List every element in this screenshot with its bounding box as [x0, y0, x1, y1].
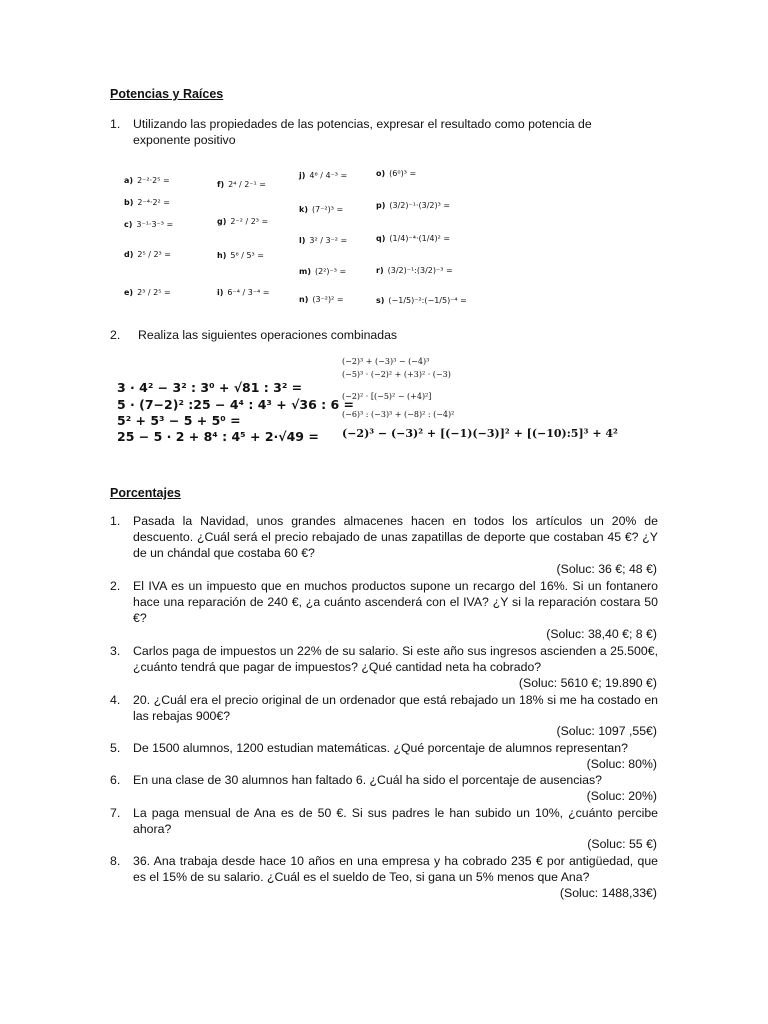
solution-text: (Soluc: 36 €; 48 €)	[556, 562, 657, 576]
exercise-item: s) (−1/5)⁻²:(−1/5)⁻⁴ =	[376, 296, 467, 305]
question-text: Utilizando las propiedades de las potencias, expresar el resultado como potencia de exponente positivo	[133, 117, 592, 147]
math-expression: 5² + 5³ − 5 + 5⁰ =	[117, 413, 241, 428]
solution-text: (Soluc: 55 €)	[587, 837, 657, 851]
math-expression: 5 · (7−2)² :25 − 4⁴ : 4³ + √36 : 6 =	[117, 397, 355, 412]
solution-text: (Soluc: 5610 €; 19.890 €)	[518, 676, 657, 690]
item-number: 8.	[110, 854, 121, 868]
question-number: 1.	[110, 117, 121, 131]
exercise-item: p) (3/2)⁻¹·(3/2)³ =	[376, 201, 451, 210]
math-expression: 3 · 4² − 3² : 3⁰ + √81 : 3² =	[117, 380, 303, 395]
math-expression: (−2)³ − (−3)² + [(−1)(−3)]² + [(−10):5]³ + 4²	[342, 427, 618, 440]
exercise-item: r) (3/2)⁻¹:(3/2)⁻³ =	[376, 266, 453, 275]
solution-text: (Soluc: 80%)	[586, 757, 657, 771]
exercise-item: f) 2⁴ / 2⁻¹ =	[217, 180, 266, 189]
exercise-item: e) 2³ / 2⁵ =	[124, 288, 171, 297]
exercise-item: a) 2⁻²·2⁵ =	[124, 176, 170, 185]
item-text: Pasada la Navidad, unos grandes almacenes hacen en todos los artículos un 20% de descuento. ¿Cuál será el precio rebajado de unas zapatillas de deporte que costaban 45 €? ¿Y de un chándal que costaba 60 €?	[133, 514, 658, 560]
exercise-item: o) (6⁰)³ =	[376, 169, 417, 178]
math-expression: 25 − 5 · 2 + 8⁴ : 4⁵ + 2·√49 =	[117, 429, 319, 444]
math-expression: (−5)³ · (−2)² + (+3)² · (−3)	[342, 370, 451, 379]
question-number: 2.	[110, 328, 121, 342]
exercise-item: k) (7⁻²)³ =	[299, 205, 344, 214]
item-text: 36. Ana trabaja desde hace 10 años en una empresa y ha cobrado 235 € por antigüedad, que es el 15% de su salario. ¿Cuál es el sueldo de Teo, si gana un 5% menos que Ana?	[133, 854, 658, 884]
exercise-item: q) (1/4)⁻⁴·(1/4)² =	[376, 234, 451, 243]
item-number: 5.	[110, 741, 121, 755]
solution-text: (Soluc: 38,40 €; 8 €)	[546, 627, 657, 641]
item-text: El IVA es un impuesto que en muchos productos supone un recargo del 16%. Si un fontanero hace una reparación de 240 €, ¿a cuánto ascenderá con el IVA? ¿Y si la reparación costara 50 €?	[133, 579, 658, 625]
item-text: La paga mensual de Ana es de 50 €. Si sus padres le han subido un 10%, ¿cuánto percibe ahora?	[133, 806, 658, 836]
item-number: 6.	[110, 773, 121, 787]
exercise-item: g) 2⁻² / 2³ =	[217, 217, 269, 226]
exercise-item: h) 5⁶ / 5³ =	[217, 251, 264, 260]
exercise-item: d) 2⁵ / 2³ =	[124, 250, 172, 259]
solution-text: (Soluc: 1097 ,55€)	[556, 724, 657, 738]
item-number: 2.	[110, 579, 121, 593]
math-expression: (−2)³ + (−3)³ − (−4)³	[342, 357, 430, 366]
solution-text: (Soluc: 1488,33€)	[559, 886, 657, 900]
exercise-item: c) 3⁻¹·3⁻³ =	[124, 220, 174, 229]
item-text: 20. ¿Cuál era el precio original de un ordenador que está rebajado un 18% si me ha costado en las rebajas 900€?	[133, 693, 658, 723]
math-expression: (−2)² · [(−5)² − (+4)²]	[342, 392, 432, 401]
exercise-item: n) (3⁻²)² =	[299, 295, 344, 304]
item-text: En una clase de 30 alumnos han faltado 6. ¿Cuál ha sido el porcentaje de ausencias?	[133, 773, 602, 787]
item-number: 1.	[110, 514, 121, 528]
exercise-item: b) 2⁻⁴·2² =	[124, 198, 170, 207]
exercise-item: i) 6⁻⁴ / 3⁻⁴ =	[217, 288, 270, 297]
question-text: Realiza las siguientes operaciones combinadas	[138, 328, 398, 342]
exercise-item: l) 3² / 3⁻² =	[299, 236, 348, 245]
item-number: 7.	[110, 806, 121, 820]
item-number: 3.	[110, 644, 121, 658]
solution-text: (Soluc: 20%)	[586, 789, 657, 803]
section-title-porcentajes: Porcentajes	[110, 486, 181, 500]
section-title-potencias: Potencias y Raíces	[110, 87, 224, 101]
item-text: Carlos paga de impuestos un 22% de su salario. Si este año sus ingresos ascienden a 25.500€, ¿cuánto tendrá que pagar de impuestos? ¿Qué cantidad neta ha cobrado?	[133, 644, 658, 674]
math-expression: (−6)³ : (−3)³ + (−8)² : (−4)²	[342, 410, 455, 419]
item-text: De 1500 alumnos, 1200 estudian matemáticas. ¿Qué porcentaje de alumnos representan?	[133, 741, 628, 755]
item-number: 4.	[110, 693, 121, 707]
exercise-item: m) (2²)⁻³ =	[299, 267, 347, 276]
exercise-item: j) 4⁶ / 4⁻³ =	[299, 171, 348, 180]
